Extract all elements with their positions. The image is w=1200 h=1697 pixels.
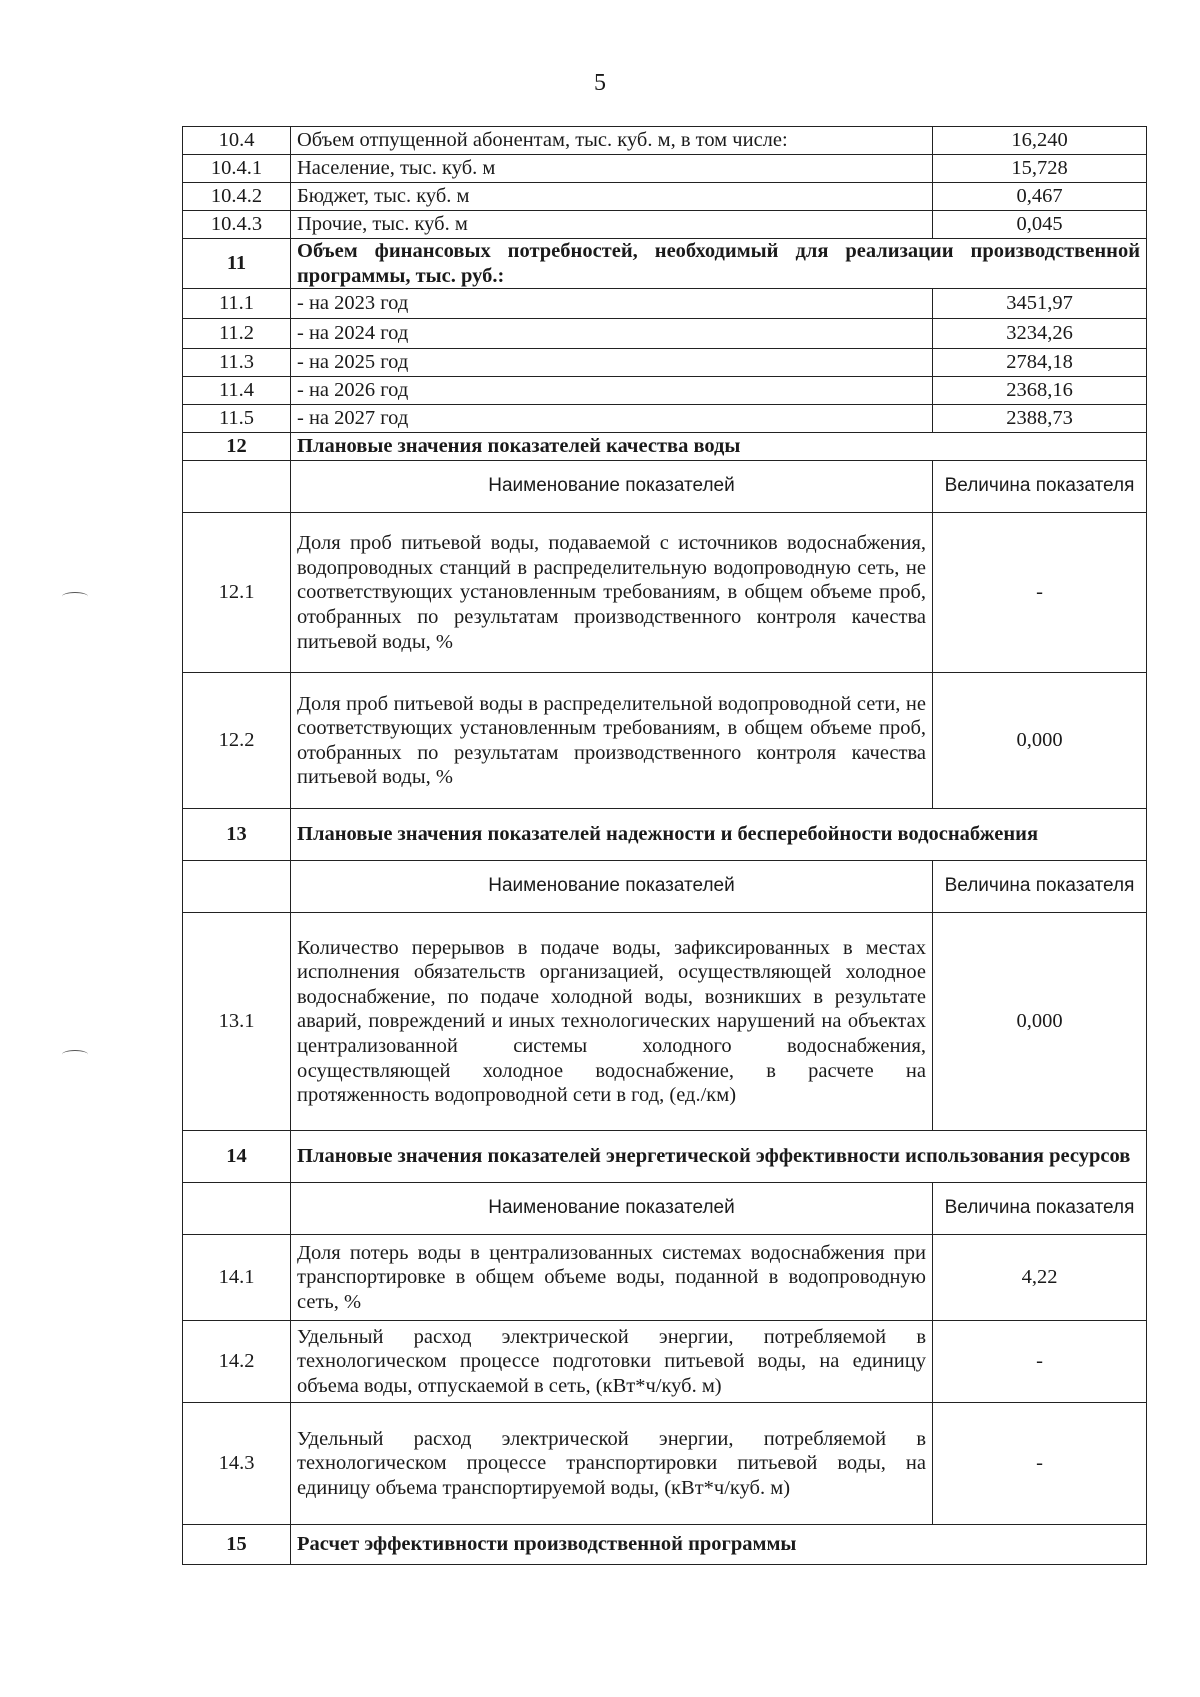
column-header-row bbox=[183, 861, 1147, 913]
row-text: Доля потерь воды в централизованных системах водоснабжения при транспортировке в общем объеме воды, поданной в водопроводную сеть, % bbox=[291, 1235, 933, 1321]
table-row bbox=[183, 673, 1147, 809]
table-row bbox=[183, 913, 1147, 1131]
table-row bbox=[183, 513, 1147, 673]
column-header-value: Величина показателя bbox=[933, 461, 1147, 513]
row-value: 2784,18 bbox=[933, 349, 1147, 377]
row-number: 11.3 bbox=[183, 349, 291, 377]
row-text: - на 2024 год bbox=[291, 319, 933, 349]
row-text: Доля проб питьевой воды, подаваемой с источников водоснабжения, водопроводных станций в распределительную водопроводную сеть, не соответствующих установленным требованиям, в общем объеме проб, отобранных по результатам производственного контроля качества питьевой воды, % bbox=[291, 513, 933, 673]
section-title: Плановые значения показателей качества воды bbox=[291, 433, 1147, 461]
section-number: 13 bbox=[183, 809, 291, 861]
table-row bbox=[183, 1235, 1147, 1321]
table-row bbox=[183, 211, 1147, 239]
row-text: Прочие, тыс. куб. м bbox=[291, 211, 933, 239]
row-number: 11.1 bbox=[183, 289, 291, 319]
row-value: 3451,97 bbox=[933, 289, 1147, 319]
column-header-name: Наименование показателей bbox=[291, 461, 933, 513]
table-row bbox=[183, 377, 1147, 405]
row-number: 10.4.3 bbox=[183, 211, 291, 239]
row-value: - bbox=[933, 1321, 1147, 1403]
row-number: 11.4 bbox=[183, 377, 291, 405]
scan-artifact-mark bbox=[62, 592, 88, 601]
empty-cell bbox=[183, 1183, 291, 1235]
section-number: 14 bbox=[183, 1131, 291, 1183]
row-number: 13.1 bbox=[183, 913, 291, 1131]
table-row bbox=[183, 155, 1147, 183]
section-number: 12 bbox=[183, 433, 291, 461]
row-value: 4,22 bbox=[933, 1235, 1147, 1321]
production-program-table bbox=[182, 126, 1147, 1565]
row-text: - на 2025 год bbox=[291, 349, 933, 377]
section-header-row bbox=[183, 809, 1147, 861]
row-value: - bbox=[933, 513, 1147, 673]
empty-cell bbox=[183, 461, 291, 513]
column-header-value: Величина показателя bbox=[933, 1183, 1147, 1235]
empty-cell bbox=[183, 861, 291, 913]
row-text: - на 2027 год bbox=[291, 405, 933, 433]
row-text: Объем отпущенной абонентам, тыс. куб. м, в том числе: bbox=[291, 127, 933, 155]
column-header-name: Наименование показателей bbox=[291, 1183, 933, 1235]
section-number: 11 bbox=[183, 239, 291, 289]
row-text: Удельный расход электрической энергии, потребляемой в технологическом процессе транспортировки питьевой воды, на единицу объема транспортируемой воды, (кВт*ч/куб. м) bbox=[291, 1403, 933, 1525]
row-value: - bbox=[933, 1403, 1147, 1525]
row-text: Удельный расход электрической энергии, потребляемой в технологическом процессе подготовки питьевой воды, на единицу объема воды, отпускаемой в сеть, (кВт*ч/куб. м) bbox=[291, 1321, 933, 1403]
section-number: 15 bbox=[183, 1525, 291, 1565]
row-number: 11.2 bbox=[183, 319, 291, 349]
section-title: Расчет эффективности производственной программы bbox=[291, 1525, 1147, 1565]
section-title: Плановые значения показателей надежности и бесперебойности водоснабжения bbox=[291, 809, 1147, 861]
row-value: 0,000 bbox=[933, 673, 1147, 809]
row-text: - на 2026 год bbox=[291, 377, 933, 405]
section-header-row bbox=[183, 1525, 1147, 1565]
row-value: 0,000 bbox=[933, 913, 1147, 1131]
table-row bbox=[183, 183, 1147, 211]
row-number: 14.2 bbox=[183, 1321, 291, 1403]
row-value: 16,240 bbox=[933, 127, 1147, 155]
section-title: Плановые значения показателей энергетической эффективности использования ресурсов bbox=[291, 1131, 1147, 1183]
row-number: 11.5 bbox=[183, 405, 291, 433]
column-header-row bbox=[183, 1183, 1147, 1235]
section-header-row bbox=[183, 433, 1147, 461]
row-value: 2368,16 bbox=[933, 377, 1147, 405]
table-row bbox=[183, 405, 1147, 433]
row-number: 10.4 bbox=[183, 127, 291, 155]
row-value: 0,467 bbox=[933, 183, 1147, 211]
row-text: Бюджет, тыс. куб. м bbox=[291, 183, 933, 211]
table-row bbox=[183, 289, 1147, 319]
row-number: 10.4.2 bbox=[183, 183, 291, 211]
scan-artifact-mark bbox=[62, 1050, 88, 1059]
row-value: 0,045 bbox=[933, 211, 1147, 239]
table-row bbox=[183, 127, 1147, 155]
row-text: Доля проб питьевой воды в распределительной водопроводной сети, не соответствующих установленным требованиям, в общем объеме проб, отобранных по результатам производственного контроля качества питьевой воды, % bbox=[291, 673, 933, 809]
section-title: Объем финансовых потребностей, необходимый для реализации производственной программы, тыс. руб.: bbox=[291, 239, 1147, 289]
row-text: Население, тыс. куб. м bbox=[291, 155, 933, 183]
row-number: 12.2 bbox=[183, 673, 291, 809]
row-text: Количество перерывов в подаче воды, зафиксированных в местах исполнения обязательств организацией, осуществляющей холодное водоснабжение, по подаче холодной воды, возникших в результате аварий, повреждений и иных технологических нарушений на объектах централизованной системы холодного водоснабжения, осуществляющей холодное водоснабжение, в расчете на протяженность водопроводной сети в год, (ед./км) bbox=[291, 913, 933, 1131]
row-number: 12.1 bbox=[183, 513, 291, 673]
table-row bbox=[183, 1403, 1147, 1525]
column-header-name: Наименование показателей bbox=[291, 861, 933, 913]
section-header-row bbox=[183, 1131, 1147, 1183]
table-row bbox=[183, 349, 1147, 377]
column-header-value: Величина показателя bbox=[933, 861, 1147, 913]
row-value: 2388,73 bbox=[933, 405, 1147, 433]
row-text: - на 2023 год bbox=[291, 289, 933, 319]
row-value: 15,728 bbox=[933, 155, 1147, 183]
column-header-row bbox=[183, 461, 1147, 513]
section-header-row bbox=[183, 239, 1147, 289]
page-number: 5 bbox=[594, 70, 606, 96]
row-number: 14.3 bbox=[183, 1403, 291, 1525]
row-number: 14.1 bbox=[183, 1235, 291, 1321]
table-row bbox=[183, 1321, 1147, 1403]
table-row bbox=[183, 319, 1147, 349]
row-number: 10.4.1 bbox=[183, 155, 291, 183]
row-value: 3234,26 bbox=[933, 319, 1147, 349]
